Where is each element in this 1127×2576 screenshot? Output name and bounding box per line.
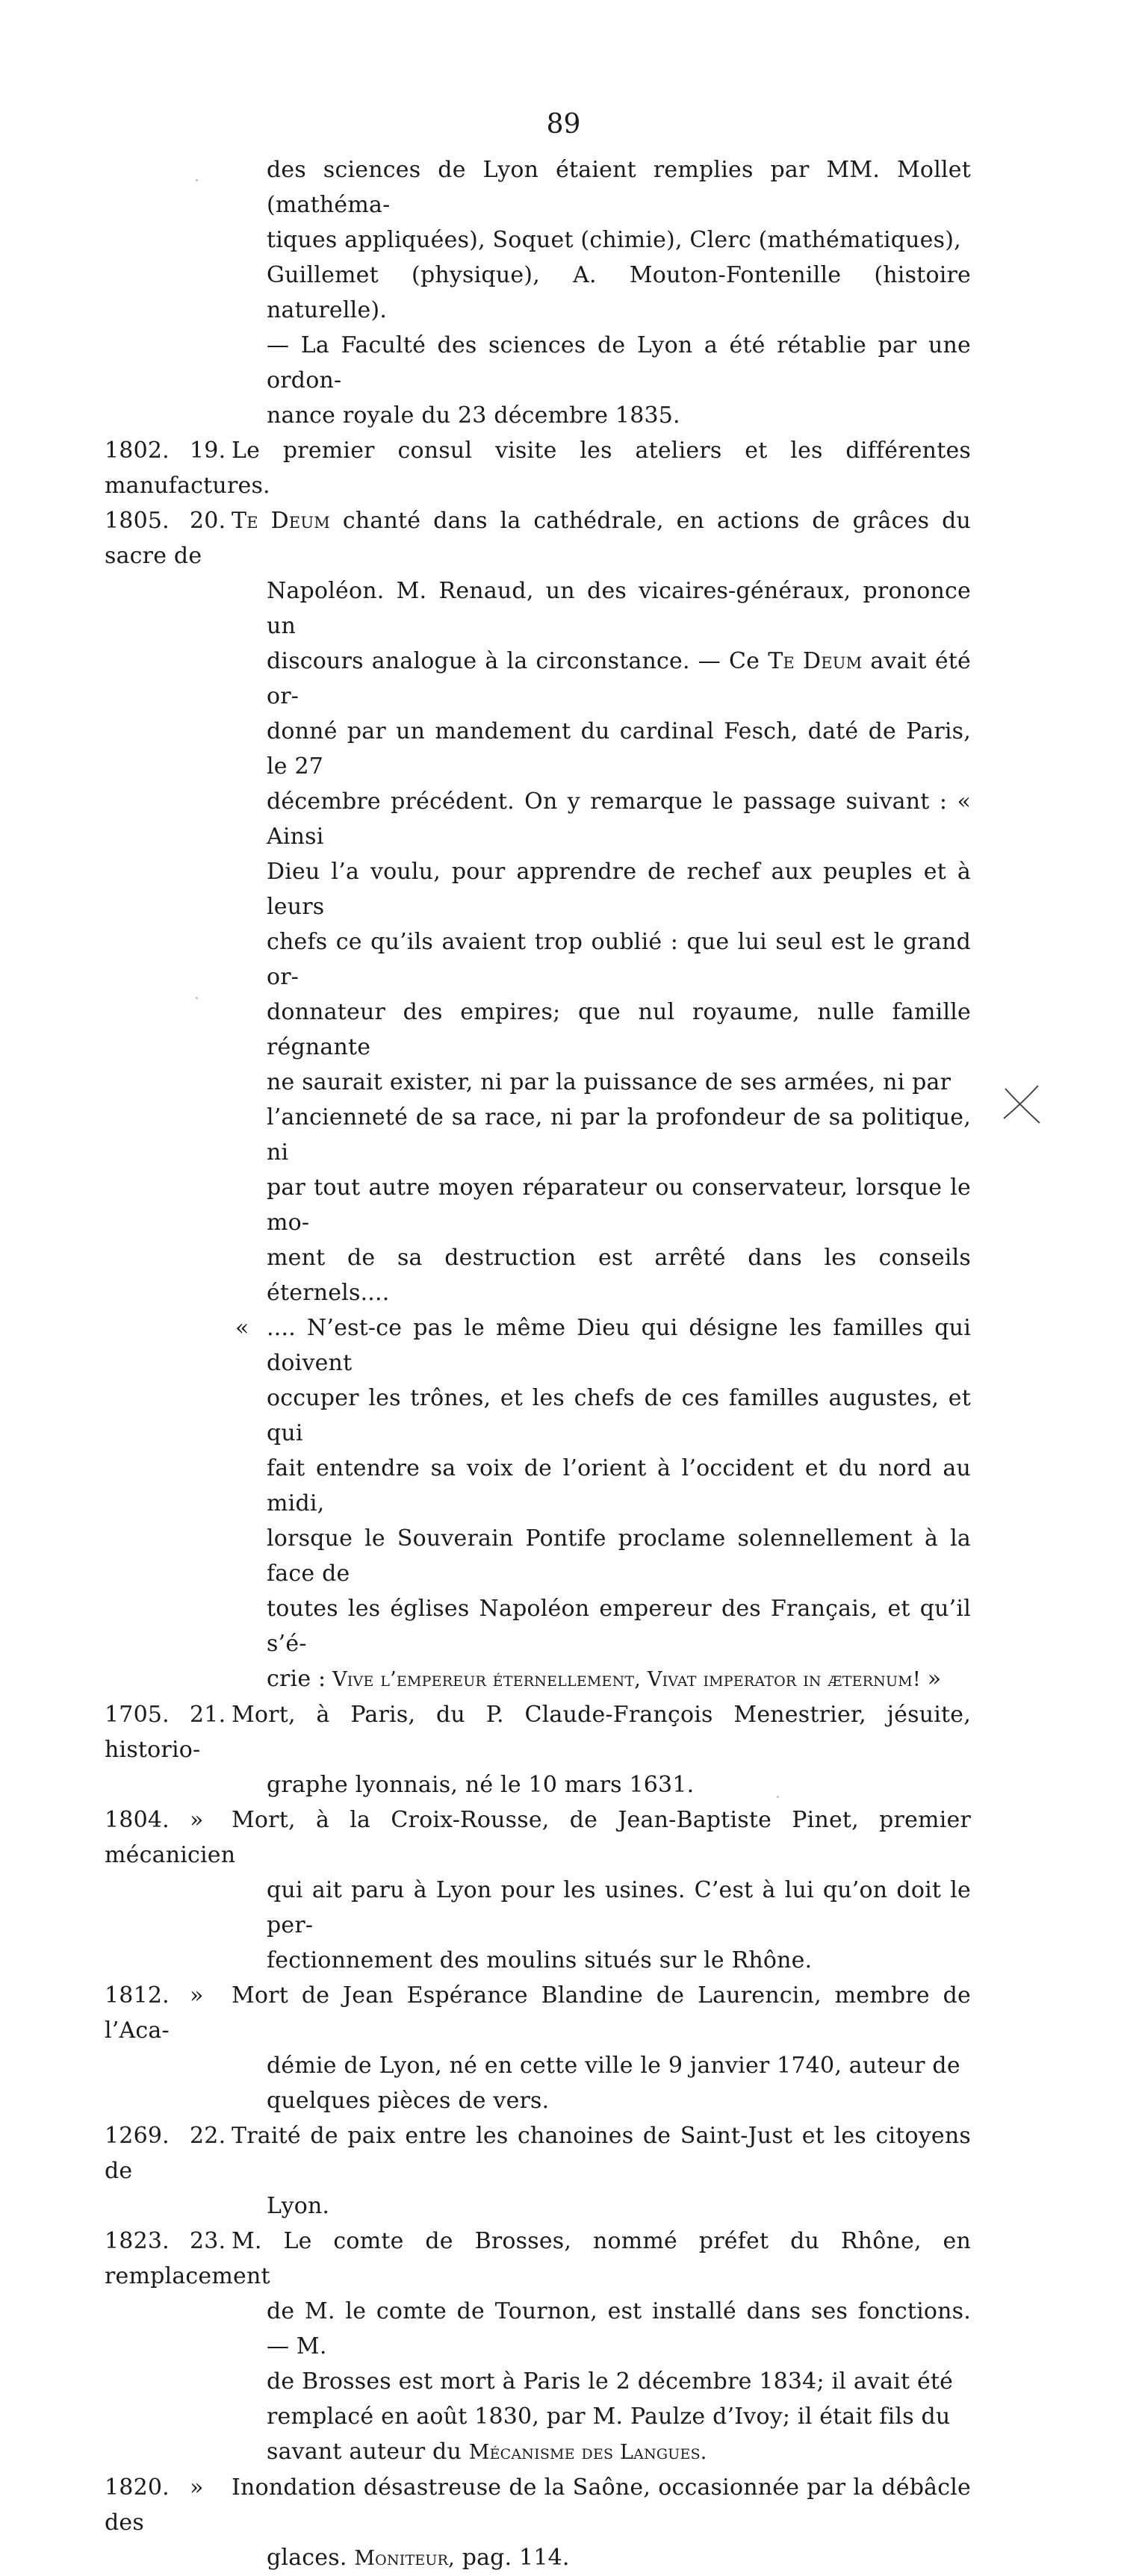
text-line-mixed: [105, 644, 971, 714]
text-fragment: pag. 114.: [462, 2545, 570, 2571]
te-deum-title: Te Deum: [232, 508, 331, 534]
text-line: de Brosses est mort à Paris le 2 décembre 1834; il avait été: [267, 2368, 954, 2395]
text-line: de M. le comte de Tournon, est installé dans ses fonctions. — M.: [267, 2298, 971, 2359]
text-line: chanté dans la cathédrale, en actions de grâces du sacre de: [105, 508, 971, 569]
text-body: [105, 152, 971, 2576]
entry-year: 1820.: [105, 2474, 170, 2501]
page-number: 89: [546, 109, 581, 140]
text-line: l’ancienneté de sa race, ni par la profondeur de sa politique, ni: [267, 1104, 971, 1166]
book-title: Mécanisme des Langues.: [468, 2441, 707, 2464]
continued-paragraph: [105, 152, 971, 433]
text-line: donnateur des empires; que nul royaume, nulle famille régnante: [267, 999, 971, 1060]
source-title: Moniteur,: [354, 2547, 455, 2570]
text-fragment: savant auteur du: [267, 2439, 462, 2465]
text-fragment: avait été or-: [267, 648, 971, 709]
chronology-entry: [105, 433, 971, 503]
text-line: Mort, à Paris, du P. Claude-François Menestrier, jésuite, historio-: [105, 1702, 971, 1763]
chronology-entry: [105, 2224, 971, 2470]
text-fragment: glaces.: [267, 2545, 347, 2571]
text-line: Guillemet (physique), A. Mouton-Fontenille (histoire naturelle).: [267, 262, 971, 323]
entry-year: 1823.: [105, 2228, 170, 2254]
entry-day: 22.: [190, 2123, 226, 2149]
chronology-entry: [105, 1802, 971, 1978]
text-fragment: discours analogue à la circonstance. — Ce: [267, 648, 760, 674]
text-line-mixed: [105, 2434, 971, 2470]
text-line: donné par un mandement du cardinal Fesch, daté de Paris, le 27: [267, 718, 971, 780]
text-line: Le premier consul visite les ateliers et les différentes manufactures.: [105, 438, 971, 499]
acclamation: Vive l’empereur éternellement, Vivat imperator in æternum!: [332, 1668, 921, 1691]
text-fragment: crie :: [267, 1666, 326, 1692]
text-line: ne saurait exister, ni par la puissance de ses armées, ni par: [267, 1069, 951, 1095]
scan-speck: [777, 1796, 779, 1798]
text-line-mixed: [105, 2540, 971, 2576]
text-line: Mort, à la Croix-Rousse, de Jean-Baptiste Pinet, premier mécanicien: [105, 1807, 971, 1868]
pencil-cross-mark: [1001, 1083, 1043, 1127]
entry-year: 1802.: [105, 438, 170, 464]
text-line: lorsque le Souverain Pontife proclame solennellement à la face de: [267, 1525, 971, 1587]
text-line: — La Faculté des sciences de Lyon a été rétablie par une ordon-: [267, 332, 971, 393]
entry-year: 1812.: [105, 1982, 170, 2009]
entry-day: 21.: [190, 1702, 226, 1728]
text-line: démie de Lyon, né en cette ville le 9 janvier 1740, auteur de: [267, 2053, 960, 2079]
entry-day: 20.: [190, 508, 226, 534]
text-line: tiques appliquées), Soquet (chimie), Clerc (mathématiques),: [267, 227, 961, 253]
text-line: Lyon.: [267, 2193, 330, 2219]
te-deum-title: Te Deum: [768, 648, 863, 674]
quote-open-mark: «: [235, 1315, 249, 1341]
text-line: occuper les trônes, et les chefs de ces familles augustes, et qui: [267, 1385, 971, 1446]
text-line: qui ait paru à Lyon pour les usines. C’est à lui qu’on doit le per-: [267, 1877, 971, 1938]
text-line: graphe lyonnais, né le 10 mars 1631.: [267, 1772, 695, 1798]
text-line: Dieu l’a voulu, pour apprendre de rechef aux peuples et à leurs: [267, 859, 971, 920]
chronology-entry: [105, 1978, 971, 2118]
text-line: Inondation désastreuse de la Saône, occasionnée par la débâcle des: [105, 2474, 971, 2536]
quote-close-mark: »: [927, 1666, 942, 1692]
text-line: nance royale du 23 décembre 1835.: [267, 402, 680, 429]
text-line: décembre précédent. On y remarque le passage suivant : « Ainsi: [267, 788, 971, 850]
text-line: quelques pièces de vers.: [267, 2088, 550, 2114]
quotation: [105, 1310, 971, 1697]
chronology-entry: [105, 1697, 971, 1802]
text-line-mixed: [267, 1661, 971, 1697]
text-line: Napoléon. M. Renaud, un des vicaires-généraux, prononce un: [267, 578, 971, 639]
text-line: fectionnement des moulins situés sur le Rhône.: [267, 1947, 813, 1973]
entry-year: 1805.: [105, 508, 170, 534]
text-line: Traité de paix entre les chanoines de Saint-Just et les citoyens de: [105, 2123, 971, 2184]
text-line: toutes les églises Napoléon empereur des Français, et qu’il s’é-: [267, 1596, 971, 1657]
chronology-entry: [105, 2118, 971, 2224]
entry-day: »: [190, 1807, 204, 1833]
entry-year: 1804.: [105, 1807, 170, 1833]
text-line: Mort de Jean Espérance Blandine de Laurencin, membre de l’Aca-: [105, 1982, 971, 2044]
text-line: ment de sa destruction est arrêté dans les conseils éternels....: [267, 1245, 971, 1306]
chronology-entry: [105, 2470, 971, 2576]
entry-day: »: [190, 2474, 204, 2501]
scan-speck: [196, 997, 198, 999]
chronology-entry: [105, 503, 971, 1310]
text-line: [235, 1310, 971, 1381]
entry-year: 1269.: [105, 2123, 170, 2149]
text-line: M. Le comte de Brosses, nommé préfet du Rhône, en remplacement: [105, 2228, 971, 2289]
scan-speck: [196, 179, 198, 181]
entry-day: 23.: [190, 2228, 226, 2254]
text-line: chefs ce qu’ils avaient trop oublié : que lui seul est le grand or-: [267, 929, 971, 990]
text-line: remplacé en août 1830, par M. Paulze d’Ivoy; il était fils du: [267, 2404, 951, 2430]
text-line: par tout autre moyen réparateur ou conservateur, lorsque le mo-: [267, 1175, 971, 1236]
entry-day: 19.: [190, 438, 226, 464]
text-fragment: .... N’est-ce pas le même Dieu qui désigne les familles qui doivent: [267, 1315, 971, 1376]
entry-day: »: [190, 1982, 204, 2009]
entry-year: 1705.: [105, 1702, 170, 1728]
text-line: des sciences de Lyon étaient remplies par MM. Mollet (mathéma-: [267, 157, 971, 218]
text-line: fait entendre sa voix de l’orient à l’occident et du nord au midi,: [267, 1455, 971, 1516]
